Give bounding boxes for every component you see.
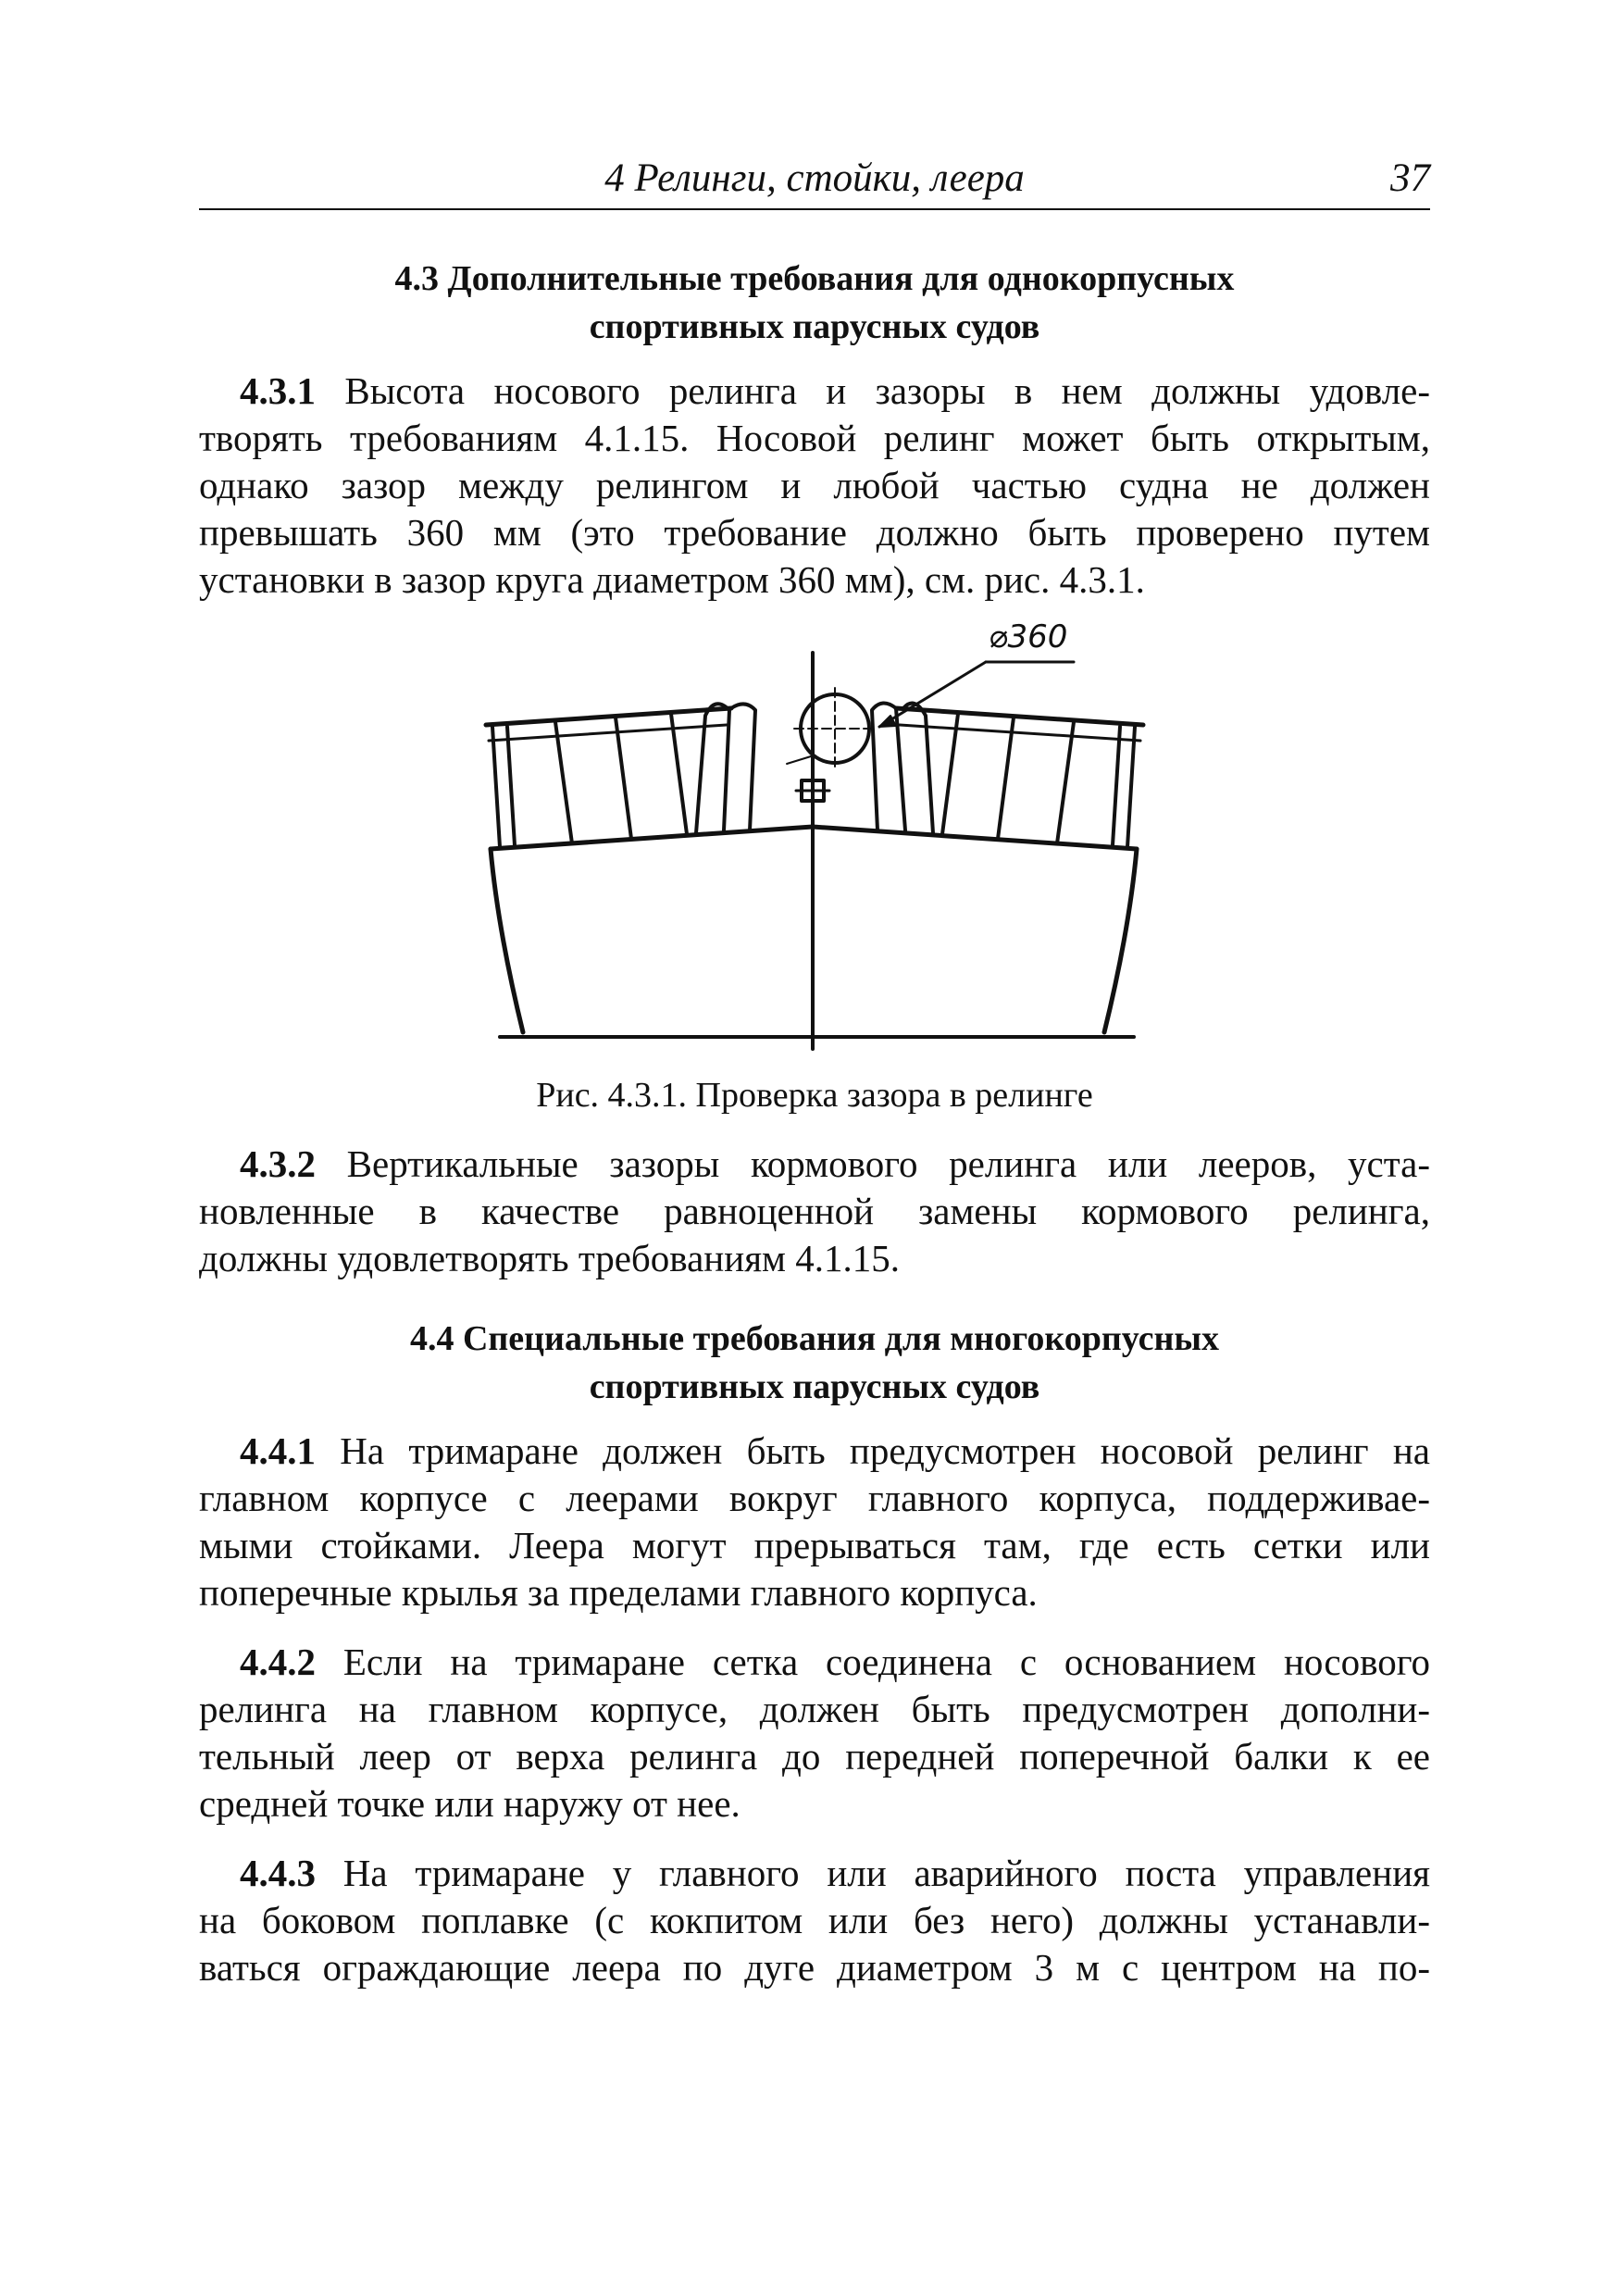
pulpit-rail-right — [900, 725, 1140, 741]
line-text: Если на тримаране сетка соединена с основанием носового — [342, 1641, 1430, 1683]
clause-number: 4.3.1 — [240, 369, 316, 412]
paragraph-line — [199, 1428, 1430, 1475]
paragraph-line: главном корпусе с леерами вокруг главного корпуса, поддерживае- — [199, 1477, 1430, 1519]
stanchion — [555, 722, 572, 843]
stanchion — [671, 714, 687, 834]
pulpit-bow-loop-left-inner — [731, 704, 755, 830]
pulpit-top-rail-right — [896, 708, 1143, 725]
paragraph-4-4-2 — [199, 1639, 1430, 1828]
clause-number: 4.4.3 — [240, 1852, 316, 1894]
paragraph-line: превышать 360 мм (это требование должно быть проверено путем — [199, 511, 1430, 554]
clause-number: 4.3.2 — [240, 1142, 316, 1185]
stanchion — [1113, 727, 1120, 845]
paragraph-line: однако зазор между релингом и любой частью судна не должен — [199, 464, 1430, 506]
section-heading-line: 4.3 Дополнительные требования для однокорпусных — [394, 259, 1235, 298]
stanchion — [1127, 727, 1135, 847]
clause-number: 4.4.1 — [240, 1429, 316, 1472]
line-text: Вертикальные зазоры кормового релинга или лееров, уста- — [346, 1142, 1431, 1185]
stanchion — [998, 718, 1014, 839]
diameter-dimension-label: ⌀360 — [989, 618, 1068, 655]
paragraph-line: должны удовлетворять требованиям 4.1.15. — [199, 1237, 900, 1279]
paragraph-line: на боковом поплавке (с кокпитом или без него) должны устанавли- — [199, 1899, 1430, 1941]
stanchion — [942, 714, 958, 834]
figure-caption: Рис. 4.3.1. Проверка зазора в релинге — [536, 1076, 1093, 1115]
line-text: На тримаране должен быть предусмотрен носовой релинг на — [340, 1429, 1431, 1472]
section-heading-4-3 — [199, 255, 1430, 351]
pulpit-bow-loop-right-inner — [903, 704, 933, 833]
page-number: 37 — [1390, 156, 1430, 200]
paragraph-line — [199, 1141, 1430, 1188]
section-heading-line: 4.4 Специальные требования для многокорпусных — [409, 1319, 1220, 1358]
bow-pulpit-gap-figure — [481, 625, 1157, 1065]
pulpit-bow-loop-left — [696, 704, 729, 833]
paragraph-line: творять требованиям 4.1.15. Носовой релинг может быть открытым, — [199, 417, 1430, 459]
paragraph-line: мыми стойками. Леера могут прерываться там, где есть сетки или — [199, 1524, 1430, 1566]
hull-side-left — [491, 849, 523, 1032]
running-header-title: 4 Релинги, стойки, леера — [604, 156, 1025, 200]
paragraph-line: средней точке или наружу от нее. — [199, 1782, 741, 1825]
paragraph-line: установки в зазор круга диаметром 360 мм), см. рис. 4.3.1. — [199, 558, 1145, 601]
paragraph-4-3-2 — [199, 1141, 1430, 1282]
paragraph-line: поперечные крылья за пределами главного корпуса. — [199, 1571, 1038, 1614]
paragraph-line — [199, 368, 1430, 415]
stanchion — [492, 727, 500, 847]
section-heading-4-4 — [199, 1315, 1430, 1411]
clause-number: 4.4.2 — [240, 1641, 316, 1683]
paragraph-4-4-1 — [199, 1428, 1430, 1616]
paragraph-line — [199, 1850, 1430, 1897]
paragraph-line: тельный леер от верха релинга до передней поперечной балки к ее — [199, 1735, 1430, 1778]
stanchion — [1057, 722, 1074, 843]
paragraph-4-4-3 — [199, 1850, 1430, 1991]
section-heading-line: спортивных парусных судов — [589, 307, 1040, 346]
stanchion — [616, 718, 631, 839]
line-text: На тримаране у главного или аварийного поста управления — [342, 1852, 1430, 1894]
paragraph-line: релинга на главном корпусе, должен быть предусмотрен дополни- — [199, 1688, 1430, 1730]
section-heading-line: спортивных парусных судов — [589, 1367, 1040, 1406]
line-text: Высота носового релинга и зазоры в нем должны удовле- — [344, 369, 1430, 412]
stanchion — [507, 727, 515, 845]
pulpit-rail-left — [489, 725, 727, 741]
gap-arrow — [787, 756, 811, 764]
pulpit-top-rail-left — [486, 708, 731, 725]
paragraph-line — [199, 1639, 1430, 1686]
paragraph-line: ваться ограждающие леера по дуге диаметром 3 м с центром на по- — [199, 1946, 1430, 1989]
hull-side-right — [1104, 849, 1137, 1032]
paragraph-line: новленные в качестве равноценной замены кормового релинга, — [199, 1190, 1430, 1232]
page-header — [199, 153, 1430, 210]
paragraph-4-3-1 — [199, 368, 1430, 604]
